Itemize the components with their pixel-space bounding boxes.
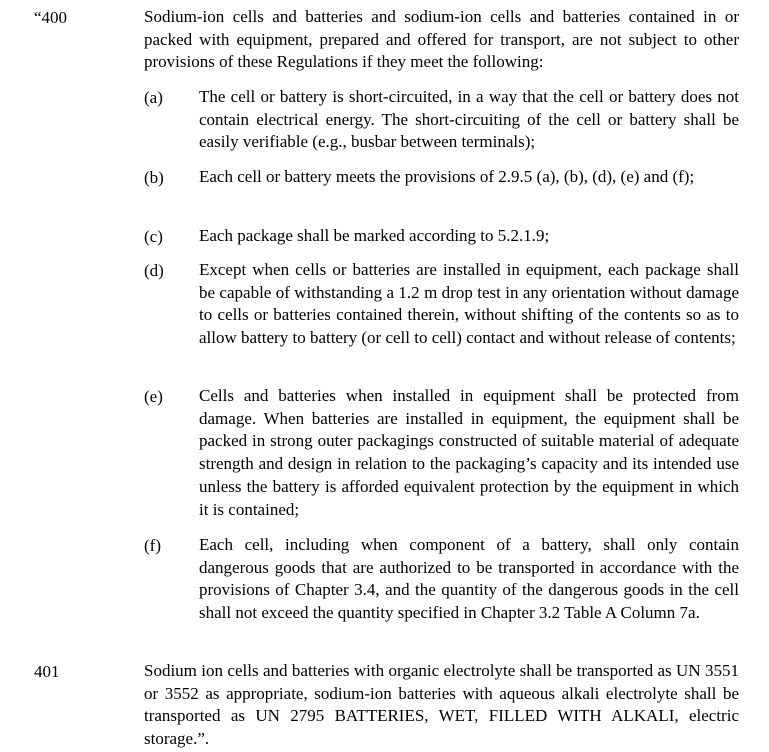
item-c-text: Each package shall be marked according to 5.2.1.9; (199, 226, 550, 245)
item-c-label: (c) (144, 227, 163, 246)
provision-400-intro: Sodium-ion cells and batteries and sodium-ion cells and batteries contained in or packed with equipment, prepared and offered for transport, are not subject to other provisions of these Regulations if they meet the following: (144, 7, 739, 72)
item-d-label: (d) (144, 261, 164, 280)
item-a-label: (a) (144, 88, 163, 107)
item-d-text: Except when cells or batteries are installed in equipment, each package shall be capable of withstanding a 1.2 m drop test in any orientation without damage to cells or batteries contained therein, without shifting of the contents so as to allow battery to battery (or cell to cell) contact and without release of contents; (199, 260, 739, 348)
item-a-text: The cell or battery is short-circuited, in a way that the cell or battery does not contain electrical energy. The short-circuiting of the cell or battery shall be easily verifiable (e.g., busbar between terminals); (199, 87, 739, 152)
item-f-label: (f) (144, 536, 161, 555)
provision-401-text: Sodium ion cells and batteries with organic electrolyte shall be transported as UN 3551 or 3552 as appropriate, sodium-ion batteries with aqueous alkali electrolyte shall be transported as UN 2795 BATTERIES, WET, FILLED WITH ALKALI, electric storage.”. (144, 661, 739, 748)
item-e-text: Cells and batteries when installed in equipment shall be protected from damage. When batteries are installed in equipment, the equipment shall be packed in strong outer packagings constructed of suitable material of adequate strength and design in relation to the packaging’s capacity and its intended use unless the battery is afforded equivalent protection by the equipment in which it is contained; (199, 386, 739, 519)
item-b-text: Each cell or battery meets the provisions of 2.9.5 (a), (b), (d), (e) and (f); (199, 167, 695, 186)
item-e-label: (e) (144, 387, 163, 406)
item-b-label: (b) (144, 168, 164, 187)
provision-401-number: 401 (34, 662, 60, 681)
item-f-text: Each cell, including when component of a battery, shall only contain dangerous goods that are authorized to be transported in accordance with the provisions of Chapter 3.4, and the quantity of the dangerous goods in the cell shall not exceed the quantity specified in Chapter 3.2 Table A Column 7a. (199, 535, 739, 623)
provision-400-number: “400 (34, 8, 68, 27)
